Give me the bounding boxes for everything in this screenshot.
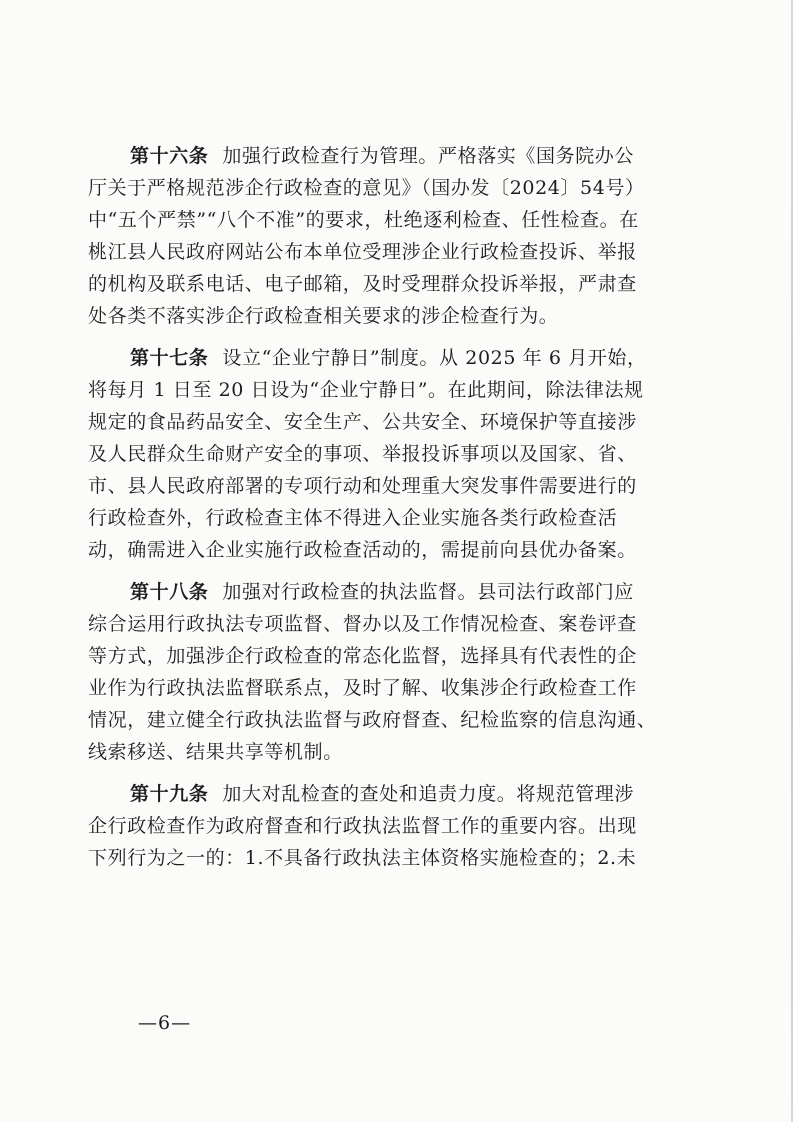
article-line: 综合运用行政执法专项监督、督办以及工作情况检查、案卷评查 [88, 613, 637, 635]
article-18 [88, 576, 708, 768]
article-line: 厅关于严格规范涉企行政检查的意见》（国办发〔2024〕54号） [88, 177, 645, 199]
article-line: 规定的食品药品安全、安全生产、公共安全、环境保护等直接涉 [88, 411, 637, 433]
page-number: —6— [138, 1012, 192, 1034]
article-line: 第十六条 加强行政检查行为管理。严格落实《国务院办公 [130, 145, 635, 167]
article-line: 桃江县人民政府网站公布本单位受理涉企业行政检查投诉、举报 [88, 241, 637, 263]
article-line: 市、县人民政府部署的专项行动和处理重大突发事件需要进行的 [88, 475, 637, 497]
article-line: 等方式，加强涉企行政检查的常态化监督，选择具有代表性的企 [88, 645, 637, 667]
article-line: 将每月 1 日至 20 日设为“企业宁静日”。在此期间，除法律法规 [88, 379, 644, 401]
article-number: 第十七条 [130, 347, 209, 369]
article-number: 第十六条 [130, 145, 209, 167]
article-line: 业作为行政执法监督联系点，及时了解、收集涉企行政检查工作 [88, 677, 637, 699]
article-line: 情况，建立健全行政执法监督与政府督查、纪检监察的信息沟通、 [88, 709, 657, 731]
article-number: 第十九条 [130, 783, 209, 805]
article-line: 下列行为之一的：1.不具备行政执法主体资格实施检查的；2.未 [88, 847, 637, 869]
article-line: 第十九条 加大对乱检查的查处和追责力度。将规范管理涉 [130, 783, 635, 805]
article-line: 企行政检查作为政府督查和行政执法监督工作的重要内容。出现 [88, 815, 637, 837]
article-16 [88, 140, 708, 332]
article-line: 中“五个严禁”“八个不准”的要求，杜绝逐利检查、任性检查。在 [88, 209, 639, 231]
article-19 [88, 778, 708, 874]
article-number: 第十八条 [130, 581, 209, 603]
document-body [88, 140, 708, 884]
article-line: 第十七条 设立“企业宁静日”制度。从 2025 年 6 月开始， [130, 347, 647, 369]
article-line: 线索移送、结果共享等机制。 [88, 741, 343, 763]
article-line: 及人民群众生命财产安全的事项、举报投诉事项以及国家、省、 [88, 443, 637, 465]
article-line: 动，确需进入企业实施行政检查活动的，需提前向县优办备案。 [88, 539, 637, 561]
article-line: 处各类不落实涉企行政检查相关要求的涉企检查行为。 [88, 305, 559, 327]
article-17 [88, 342, 708, 566]
article-line: 行政检查外，行政检查主体不得进入企业实施各类行政检查活 [88, 507, 618, 529]
article-line: 的机构及联系电话、电子邮箱，及时受理群众投诉举报，严肃查 [88, 273, 637, 295]
article-line: 第十八条 加强对行政检查的执法监督。县司法行政部门应 [130, 581, 635, 603]
